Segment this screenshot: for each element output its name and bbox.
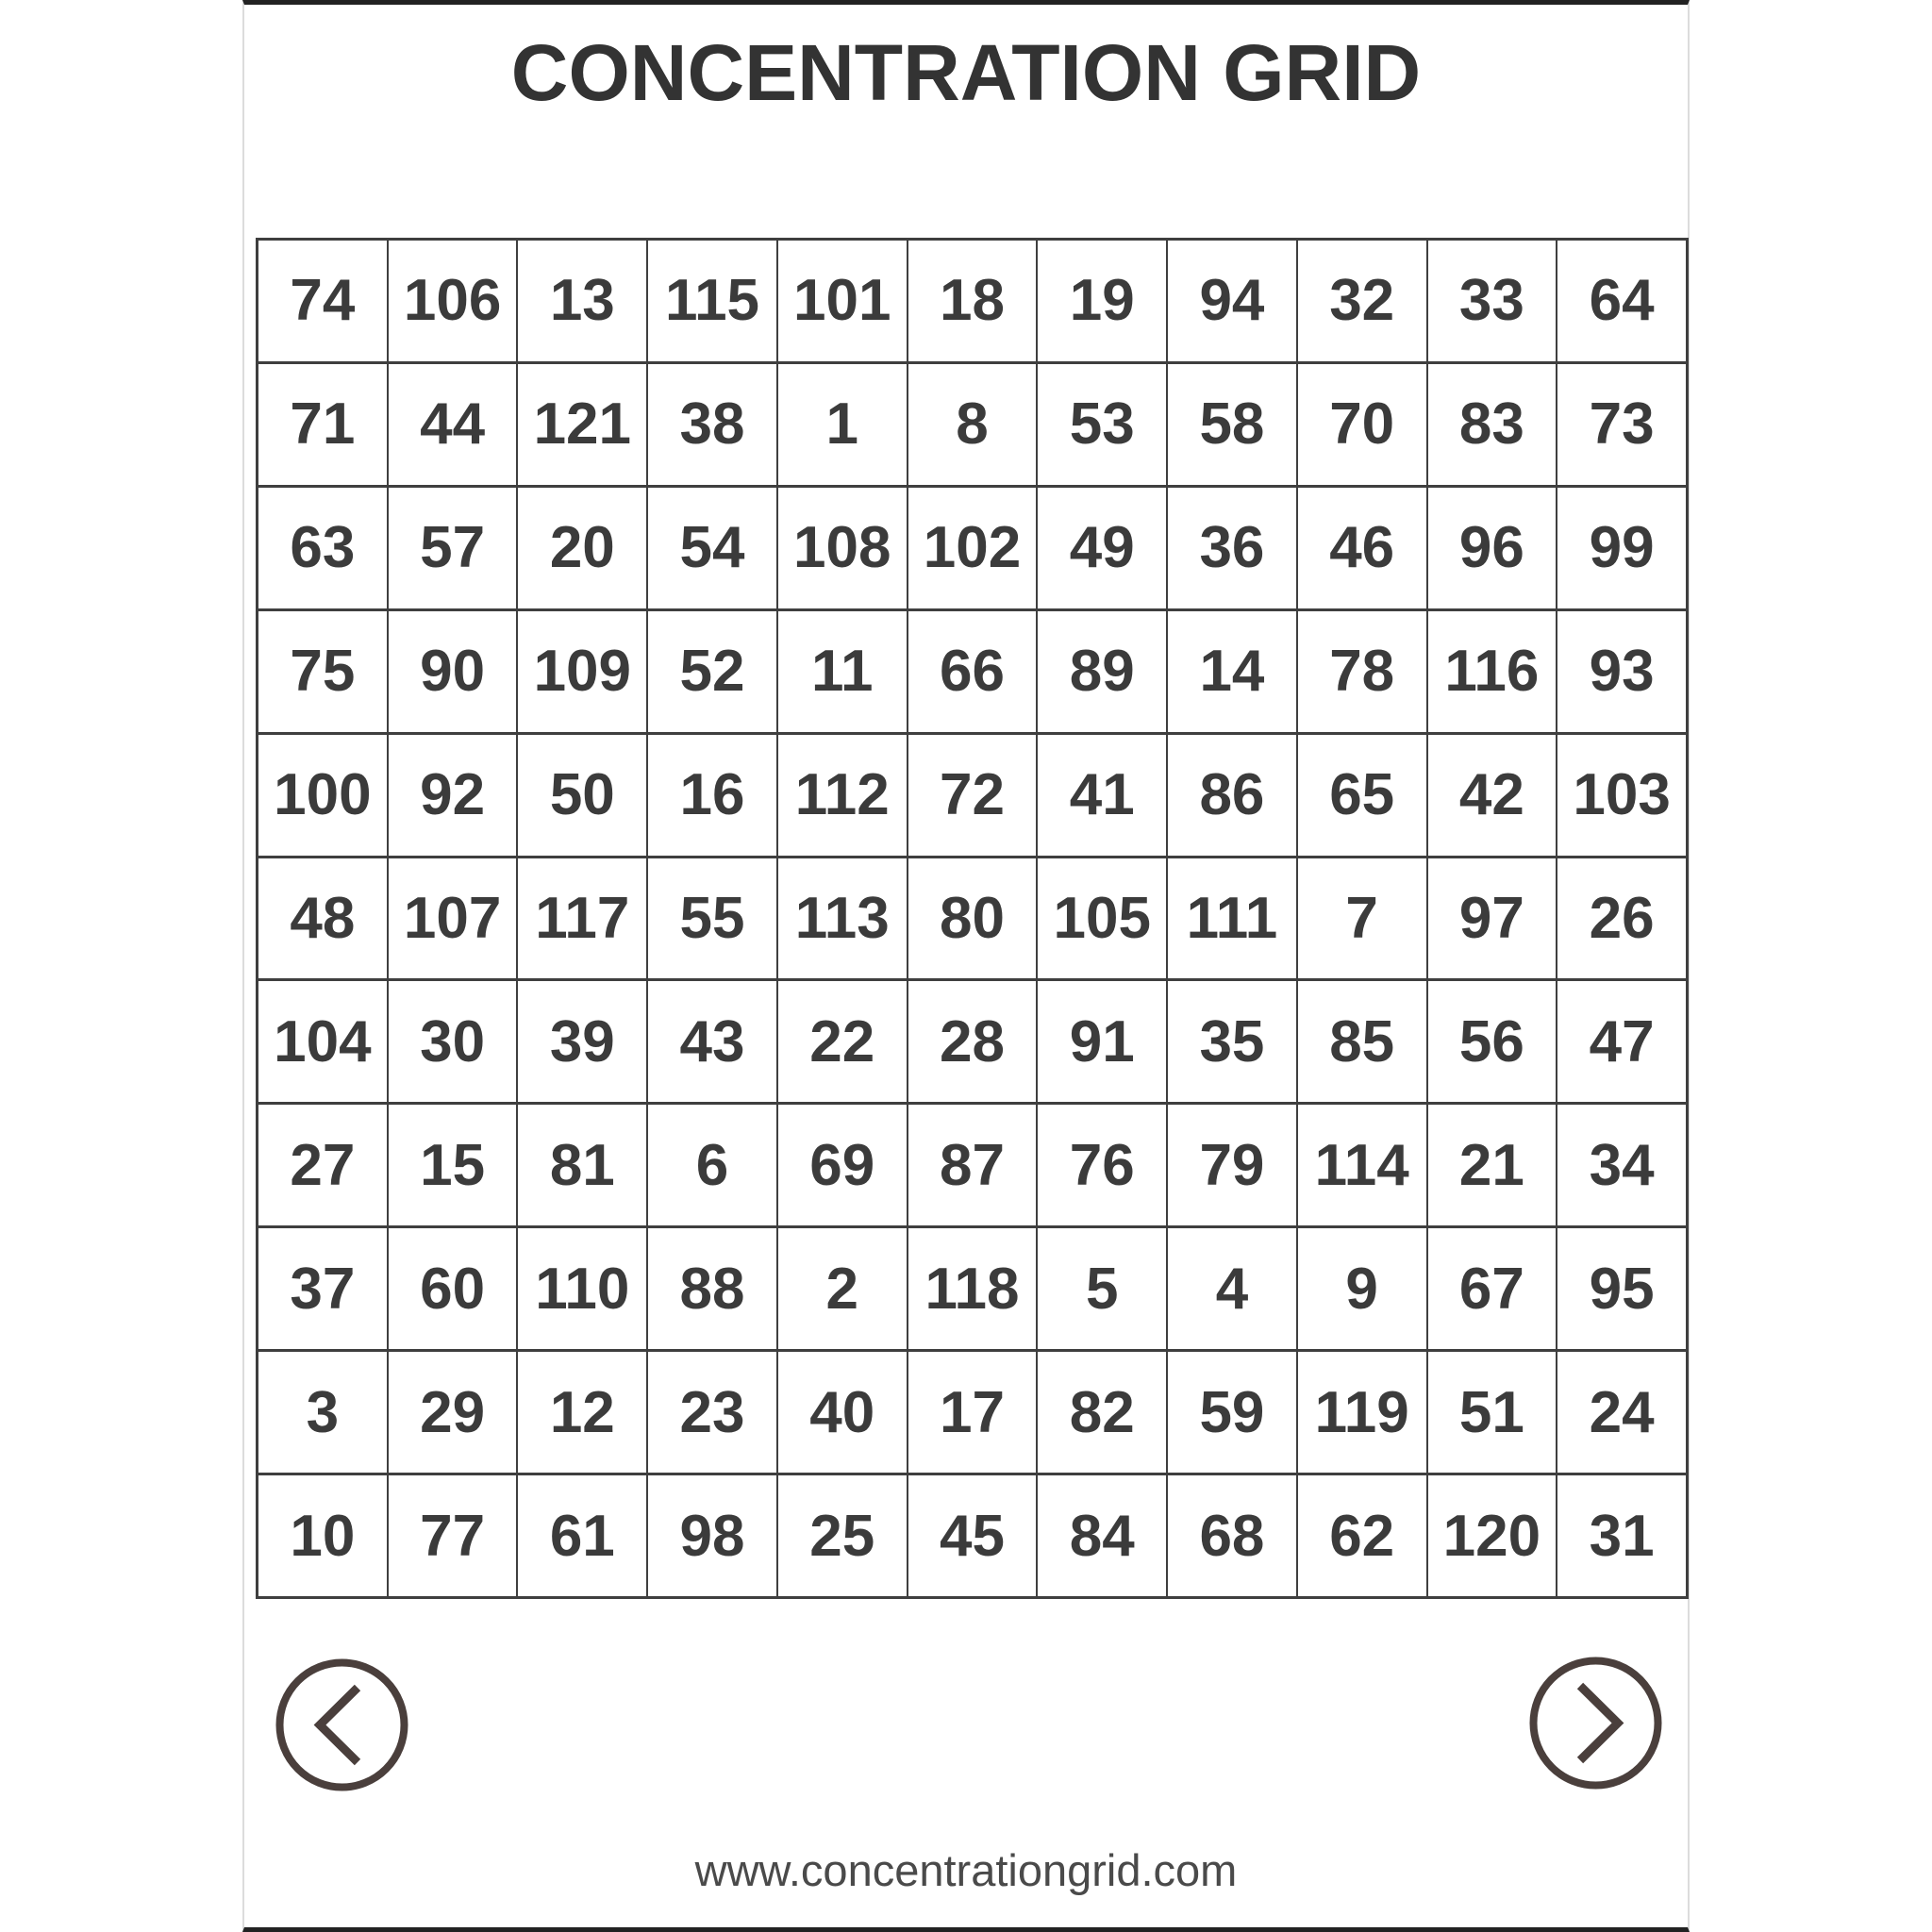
grid-cell[interactable]: 59 [1168,1352,1296,1473]
grid-cell[interactable]: 23 [648,1352,776,1473]
grid-cell[interactable]: 5 [1038,1228,1166,1349]
grid-cell[interactable]: 7 [1298,858,1426,979]
grid-cell[interactable]: 106 [389,241,517,361]
grid-cell[interactable]: 72 [908,735,1037,856]
grid-cell[interactable]: 80 [908,858,1037,979]
grid-cell[interactable]: 35 [1168,981,1296,1102]
grid-cell[interactable]: 33 [1428,241,1557,361]
grid-cell[interactable]: 27 [258,1105,387,1225]
grid-cell[interactable]: 44 [389,364,517,485]
grid-cell[interactable]: 63 [258,488,387,608]
grid-cell[interactable]: 84 [1038,1475,1166,1596]
grid-cell[interactable]: 16 [648,735,776,856]
grid-cell[interactable]: 52 [648,611,776,732]
grid-cell[interactable]: 49 [1038,488,1166,608]
grid-cell[interactable]: 39 [518,981,646,1102]
grid-cell[interactable]: 37 [258,1228,387,1349]
grid-cell[interactable]: 121 [518,364,646,485]
grid-cell[interactable]: 46 [1298,488,1426,608]
grid-cell[interactable]: 40 [778,1352,907,1473]
grid-cell[interactable]: 10 [258,1475,387,1596]
grid-cell[interactable]: 28 [908,981,1037,1102]
grid-cell[interactable]: 71 [258,364,387,485]
grid-cell[interactable]: 42 [1428,735,1557,856]
grid-cell[interactable]: 26 [1557,858,1686,979]
grid-cell[interactable]: 93 [1557,611,1686,732]
grid-cell[interactable]: 109 [518,611,646,732]
grid-cell[interactable]: 15 [389,1105,517,1225]
grid-cell[interactable]: 14 [1168,611,1296,732]
grid-cell[interactable]: 65 [1298,735,1426,856]
grid-cell[interactable]: 11 [778,611,907,732]
grid-cell[interactable]: 25 [778,1475,907,1596]
grid-cell[interactable]: 87 [908,1105,1037,1225]
grid-cell[interactable]: 22 [778,981,907,1102]
grid-cell[interactable]: 67 [1428,1228,1557,1349]
grid-cell[interactable]: 74 [258,241,387,361]
grid-cell[interactable]: 118 [908,1228,1037,1349]
grid-cell[interactable]: 62 [1298,1475,1426,1596]
grid-cell[interactable]: 51 [1428,1352,1557,1473]
grid-cell[interactable]: 24 [1557,1352,1686,1473]
grid-cell[interactable]: 29 [389,1352,517,1473]
grid-cell[interactable]: 78 [1298,611,1426,732]
grid-cell[interactable]: 75 [258,611,387,732]
grid-cell[interactable]: 58 [1168,364,1296,485]
grid-cell[interactable]: 108 [778,488,907,608]
chevron-right-icon [1526,1654,1665,1792]
grid-cell[interactable]: 66 [908,611,1037,732]
grid-cell[interactable]: 96 [1428,488,1557,608]
grid-cell[interactable]: 94 [1168,241,1296,361]
grid-cell[interactable]: 56 [1428,981,1557,1102]
grid-cell[interactable]: 17 [908,1352,1037,1473]
grid-cell[interactable]: 20 [518,488,646,608]
grid-cell[interactable]: 117 [518,858,646,979]
grid-cell[interactable]: 1 [778,364,907,485]
grid-cell[interactable]: 95 [1557,1228,1686,1349]
grid-cell[interactable]: 8 [908,364,1037,485]
grid-cell[interactable]: 104 [258,981,387,1102]
grid-cell[interactable]: 4 [1168,1228,1296,1349]
grid-cell[interactable]: 107 [389,858,517,979]
grid-cell[interactable]: 41 [1038,735,1166,856]
grid-cell[interactable]: 98 [648,1475,776,1596]
grid-cell[interactable]: 111 [1168,858,1296,979]
concentration-grid [256,238,1689,1599]
grid-cell[interactable]: 53 [1038,364,1166,485]
grid-cell[interactable]: 92 [389,735,517,856]
grid-cell[interactable]: 115 [648,241,776,361]
grid-cell[interactable]: 116 [1428,611,1557,732]
page-title: CONCENTRATION GRID [510,28,1422,117]
grid-cell[interactable]: 120 [1428,1475,1557,1596]
grid-cell[interactable]: 48 [258,858,387,979]
grid-cell[interactable]: 70 [1298,364,1426,485]
footer-url: www.concentrationgrid.com [694,1845,1238,1895]
grid-cell[interactable]: 110 [518,1228,646,1349]
grid-cell[interactable]: 97 [1428,858,1557,979]
grid-cell[interactable]: 21 [1428,1105,1557,1225]
grid-cell[interactable]: 86 [1168,735,1296,856]
next-button[interactable] [1526,1654,1665,1792]
grid-cell[interactable]: 77 [389,1475,517,1596]
grid-cell[interactable]: 114 [1298,1105,1426,1225]
grid-cell[interactable]: 99 [1557,488,1686,608]
grid-cell[interactable]: 55 [648,858,776,979]
grid-cell[interactable]: 119 [1298,1352,1426,1473]
grid-cell[interactable]: 69 [778,1105,907,1225]
grid-cell[interactable]: 34 [1557,1105,1686,1225]
grid-cell[interactable]: 3 [258,1352,387,1473]
page [242,0,1690,1932]
prev-button[interactable] [273,1656,411,1794]
grid-cell[interactable]: 85 [1298,981,1426,1102]
chevron-left-icon [273,1656,411,1794]
grid-cell[interactable]: 113 [778,858,907,979]
grid-cell[interactable]: 9 [1298,1228,1426,1349]
grid-cell[interactable]: 47 [1557,981,1686,1102]
grid-cell[interactable]: 19 [1038,241,1166,361]
grid-cell[interactable]: 91 [1038,981,1166,1102]
grid-cell[interactable]: 81 [518,1105,646,1225]
grid-cell[interactable]: 79 [1168,1105,1296,1225]
grid-cell[interactable]: 32 [1298,241,1426,361]
grid-cell[interactable]: 12 [518,1352,646,1473]
grid-cell[interactable]: 90 [389,611,517,732]
grid-cell[interactable]: 68 [1168,1475,1296,1596]
grid-cell[interactable]: 88 [648,1228,776,1349]
grid-cell[interactable]: 31 [1557,1475,1686,1596]
grid-cell[interactable]: 30 [389,981,517,1102]
grid-cell[interactable]: 105 [1038,858,1166,979]
grid-cell[interactable]: 6 [648,1105,776,1225]
grid-cell[interactable]: 54 [648,488,776,608]
grid-cell[interactable]: 100 [258,735,387,856]
grid-cell[interactable]: 45 [908,1475,1037,1596]
grid-cell[interactable]: 2 [778,1228,907,1349]
grid-cell[interactable]: 13 [518,241,646,361]
grid-cell[interactable]: 101 [778,241,907,361]
grid-cell[interactable]: 18 [908,241,1037,361]
grid-cell[interactable]: 73 [1557,364,1686,485]
grid-cell[interactable]: 112 [778,735,907,856]
grid-cell[interactable]: 60 [389,1228,517,1349]
grid-cell[interactable]: 61 [518,1475,646,1596]
grid-cell[interactable]: 43 [648,981,776,1102]
grid-cell[interactable]: 76 [1038,1105,1166,1225]
grid-cell[interactable]: 103 [1557,735,1686,856]
grid-cell[interactable]: 38 [648,364,776,485]
grid-cell[interactable]: 50 [518,735,646,856]
grid-cell[interactable]: 83 [1428,364,1557,485]
grid-cell[interactable]: 36 [1168,488,1296,608]
grid-cell[interactable]: 64 [1557,241,1686,361]
grid-cell[interactable]: 82 [1038,1352,1166,1473]
grid-cell[interactable]: 89 [1038,611,1166,732]
grid-cell[interactable]: 57 [389,488,517,608]
grid-cell[interactable]: 102 [908,488,1037,608]
